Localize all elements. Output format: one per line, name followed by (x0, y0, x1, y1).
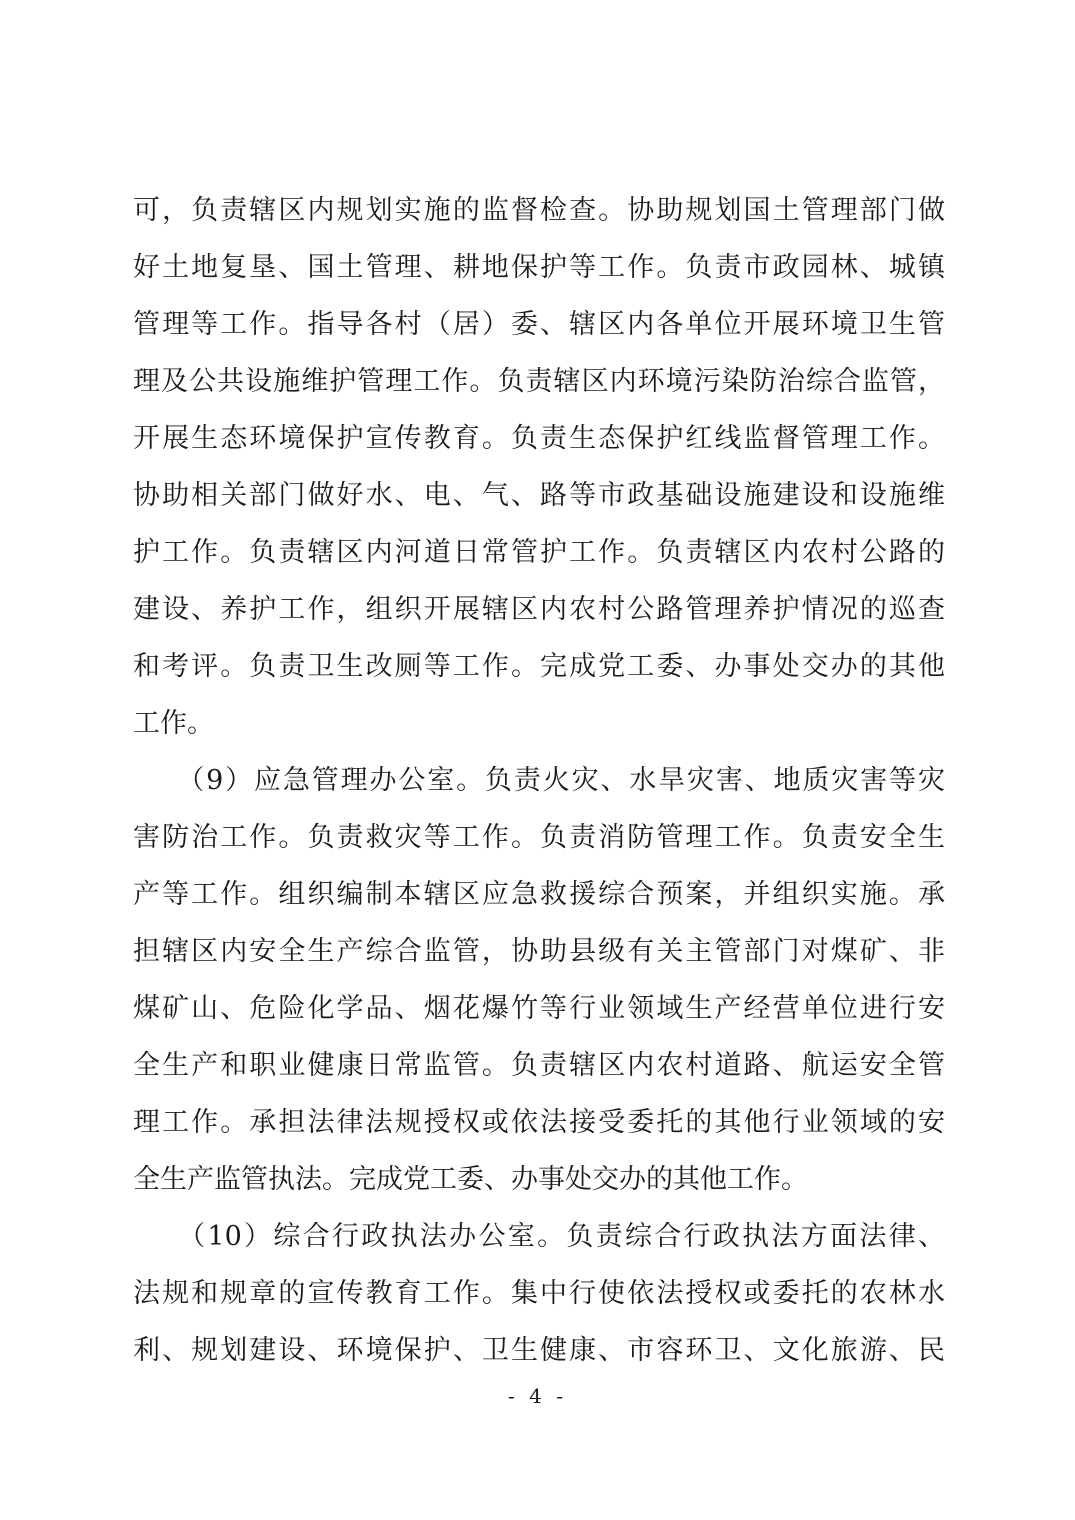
text-line: 管理等工作。指导各村（居）委、辖区内各单位开展环境卫生管 (133, 309, 945, 340)
text-line: 好土地复垦、国土管理、耕地保护等工作。负责市政园林、城镇 (133, 252, 945, 283)
page-number: - 4 - (508, 1384, 567, 1408)
text-line: （9）应急管理办公室。负责火灾、水旱灾害、地质灾害等灾 (133, 765, 945, 796)
text-line: 协助相关部门做好水、电、气、路等市政基础设施建设和设施维 (133, 480, 945, 511)
text-line: 工作。 (133, 708, 214, 739)
text-line: 全生产和职业健康日常监管。负责辖区内农村道路、航运安全管 (133, 1050, 945, 1081)
text-line: 利、规划建设、环境保护、卫生健康、市容环卫、文化旅游、民 (133, 1335, 945, 1366)
text-line: 煤矿山、危险化学品、烟花爆竹等行业领域生产经营单位进行安 (133, 993, 945, 1024)
text-line: 建设、养护工作，组织开展辖区内农村公路管理养护情况的巡查 (133, 594, 945, 625)
text-line: 可，负责辖区内规划实施的监督检查。协助规划国土管理部门做 (133, 195, 945, 226)
text-line: 担辖区内安全生产综合监管，协助县级有关主管部门对煤矿、非 (133, 936, 945, 967)
text-line: 理工作。承担法律法规授权或依法接受委托的其他行业领域的安 (133, 1107, 945, 1138)
text-line: 护工作。负责辖区内河道日常管护工作。负责辖区内农村公路的 (133, 537, 945, 568)
text-line: 全生产监管执法。完成党工委、办事处交办的其他工作。 (133, 1164, 808, 1195)
text-line: 开展生态环境保护宣传教育。负责生态保护红线监督管理工作。 (133, 423, 945, 454)
text-line: （10）综合行政执法办公室。负责综合行政执法方面法律、 (133, 1221, 945, 1252)
text-line: 理及公共设施维护管理工作。负责辖区内环境污染防治综合监管， (133, 366, 945, 397)
text-line: 法规和规章的宣传教育工作。集中行使依法授权或委托的农林水 (133, 1278, 945, 1309)
body-text (133, 182, 945, 1379)
text-line: 和考评。负责卫生改厕等工作。完成党工委、办事处交办的其他 (133, 651, 945, 682)
text-line: 产等工作。组织编制本辖区应急救援综合预案，并组织实施。承 (133, 879, 945, 910)
text-line: 害防治工作。负责救灾等工作。负责消防管理工作。负责安全生 (133, 822, 945, 853)
